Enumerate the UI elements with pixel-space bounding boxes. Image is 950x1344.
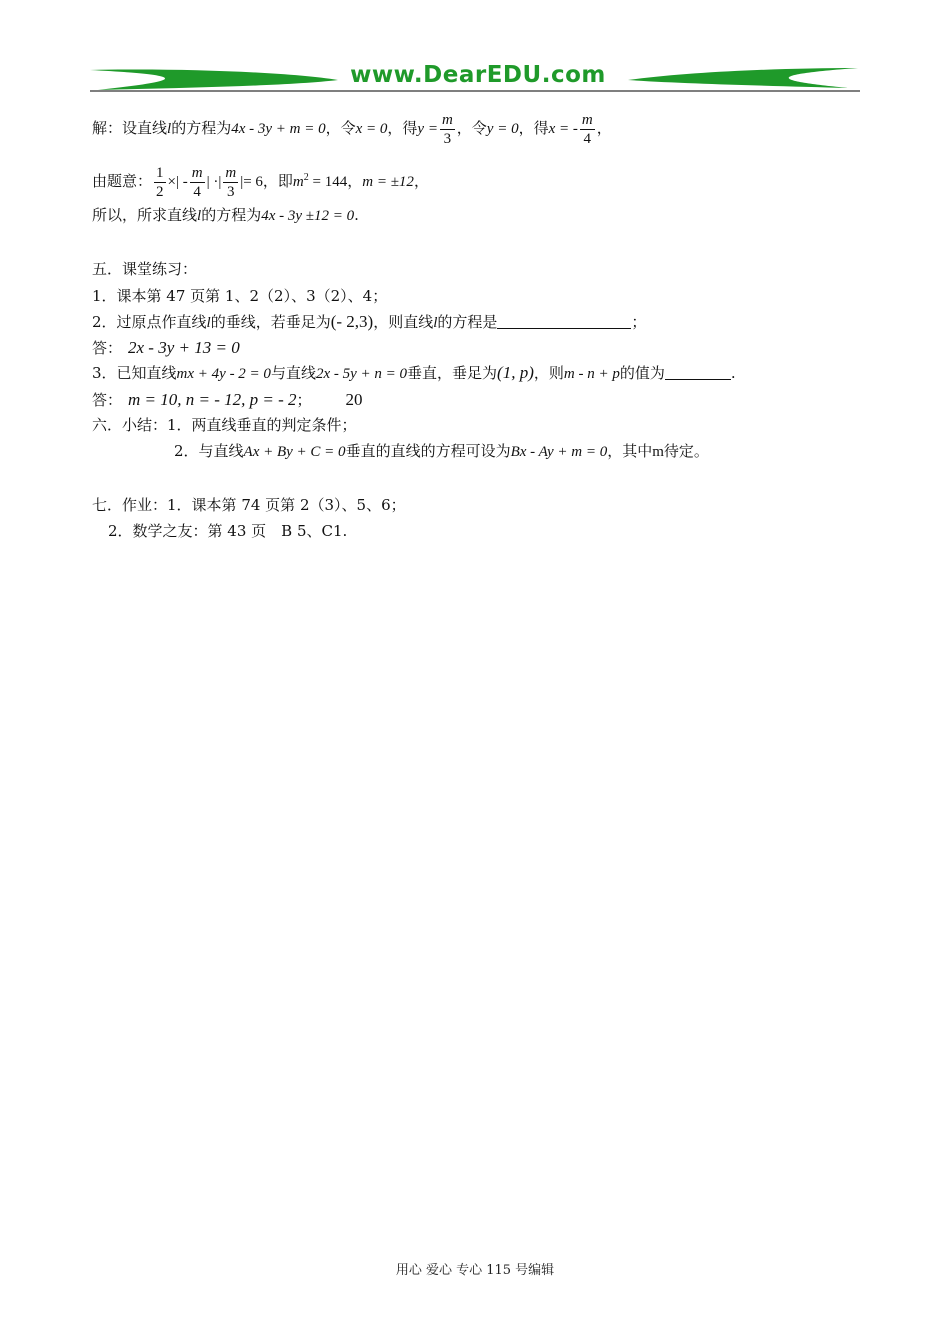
- equation: m = 10, n = - 12, p = - 2: [128, 390, 297, 409]
- homework-item-2: 2．数学之友：第 43 页 B 5、C1.: [108, 522, 348, 540]
- answer-blank: [665, 365, 731, 380]
- text: 由题意：: [92, 172, 153, 190]
- practice-heading: 五．课堂练习：: [92, 260, 198, 278]
- numerator: m: [225, 164, 237, 181]
- summary-heading: 六．小结：: [92, 416, 168, 434]
- equation: Ax + By + C = 0: [243, 444, 346, 460]
- text: ，: [413, 172, 429, 190]
- summary-item-2: [174, 440, 709, 463]
- site-logo-text: www.DearEDU.com: [350, 62, 606, 88]
- text: ，令: [456, 119, 487, 137]
- equation: x = 0: [355, 121, 388, 137]
- math-text: ×| -: [167, 174, 188, 190]
- text: ；: [631, 313, 647, 331]
- homework-item-1: 1．课本第 74 页第 2（3）、5、6；: [167, 496, 406, 514]
- fraction: [154, 164, 166, 201]
- fraction: [223, 164, 238, 201]
- text: 的垂线，若垂足为: [210, 313, 331, 331]
- homework-heading: 七．作业：: [92, 496, 168, 514]
- numerator: m: [441, 111, 453, 128]
- math-text: |= 6: [240, 174, 263, 190]
- text: ，则直线: [373, 313, 434, 331]
- math-text: m = ±12: [362, 174, 414, 190]
- denominator: 4: [193, 183, 201, 200]
- equation: 4x - 3y ±12 = 0: [261, 208, 355, 224]
- fraction: [440, 111, 455, 148]
- page-footer: 用心 爱心 专心 115 号编辑: [395, 1263, 555, 1278]
- exponent: 2: [303, 172, 309, 183]
- text: 的方程是: [437, 313, 498, 331]
- text: ，: [596, 119, 612, 137]
- text: ，其中: [607, 442, 653, 460]
- header-banner: [88, 62, 860, 96]
- solution-intro: 解：设直线: [92, 119, 168, 137]
- practice-item-3: [92, 362, 736, 385]
- math-var: l: [197, 208, 202, 224]
- answer-blank: [497, 314, 631, 329]
- text: ，即: [262, 172, 293, 190]
- text: 待定。: [663, 442, 709, 460]
- text: 垂直，垂足为: [407, 364, 498, 382]
- numerator: m: [581, 111, 593, 128]
- math-var: m: [292, 174, 304, 190]
- practice-answer-3: [92, 389, 363, 411]
- text: .: [354, 206, 359, 224]
- text: 的值为: [619, 364, 665, 382]
- denominator: 2: [156, 183, 164, 200]
- solution-line-1: [92, 106, 612, 150]
- practice-item-1: 1．课本第 47 页第 1、2（2）、3（2）、4；: [92, 287, 388, 305]
- text: 垂直的直线的方程可设为: [345, 442, 511, 460]
- fraction: [580, 111, 595, 148]
- text: ，得: [387, 119, 418, 137]
- math-var: m: [652, 444, 664, 460]
- text: 2．与直线: [174, 442, 244, 460]
- summary-line-1: [92, 414, 357, 436]
- text: .: [730, 364, 736, 382]
- text: 答：: [92, 391, 123, 409]
- text: ，令: [325, 119, 356, 137]
- numerator: m: [191, 164, 203, 181]
- text: ，则: [533, 364, 564, 382]
- text: 所以，所求直线: [92, 206, 198, 224]
- equation: 2x - 5y + n = 0: [315, 366, 408, 382]
- homework-line-1: [92, 494, 406, 516]
- equation: 2x - 3y + 13 = 0: [128, 338, 240, 357]
- text: 3．已知直线: [92, 364, 177, 382]
- text: 的方程为: [201, 206, 262, 224]
- text: ，得: [518, 119, 549, 137]
- equation: 4x - 3y + m = 0: [231, 121, 326, 137]
- equation: y =: [417, 121, 438, 137]
- text: ，: [347, 172, 363, 190]
- math-text: (- 2,3): [330, 312, 374, 331]
- equation: mx + 4y - 2 = 0: [176, 366, 271, 382]
- summary-item-1: 1．两直线垂直的判定条件；: [167, 416, 357, 434]
- text: 答：: [92, 339, 123, 357]
- text: 2．过原点作直线: [92, 313, 207, 331]
- text: 的方程为: [171, 119, 232, 137]
- denominator: 3: [443, 130, 452, 147]
- math-text: = 144: [308, 174, 348, 190]
- line-l: l: [167, 121, 172, 137]
- numerator: 1: [156, 164, 164, 181]
- text: 与直线: [270, 364, 316, 382]
- math-var: l: [433, 315, 438, 331]
- denominator: 4: [583, 130, 592, 147]
- equation: y = 0: [486, 121, 519, 137]
- practice-item-2: [92, 311, 646, 334]
- equation: x = -: [548, 121, 578, 137]
- math-text: m - n + p: [563, 366, 620, 382]
- text: ；: [296, 391, 312, 409]
- fraction: [190, 164, 205, 201]
- solution-line-3: [92, 204, 359, 227]
- solution-line-2: [92, 156, 429, 200]
- math-text: | ·|: [206, 174, 222, 190]
- answer-value: 20: [345, 390, 363, 409]
- equation: Bx - Ay + m = 0: [510, 444, 608, 460]
- practice-answer-2: [92, 337, 240, 359]
- math-var: l: [206, 315, 211, 331]
- math-text: (1, p): [497, 363, 534, 382]
- denominator: 3: [227, 183, 235, 200]
